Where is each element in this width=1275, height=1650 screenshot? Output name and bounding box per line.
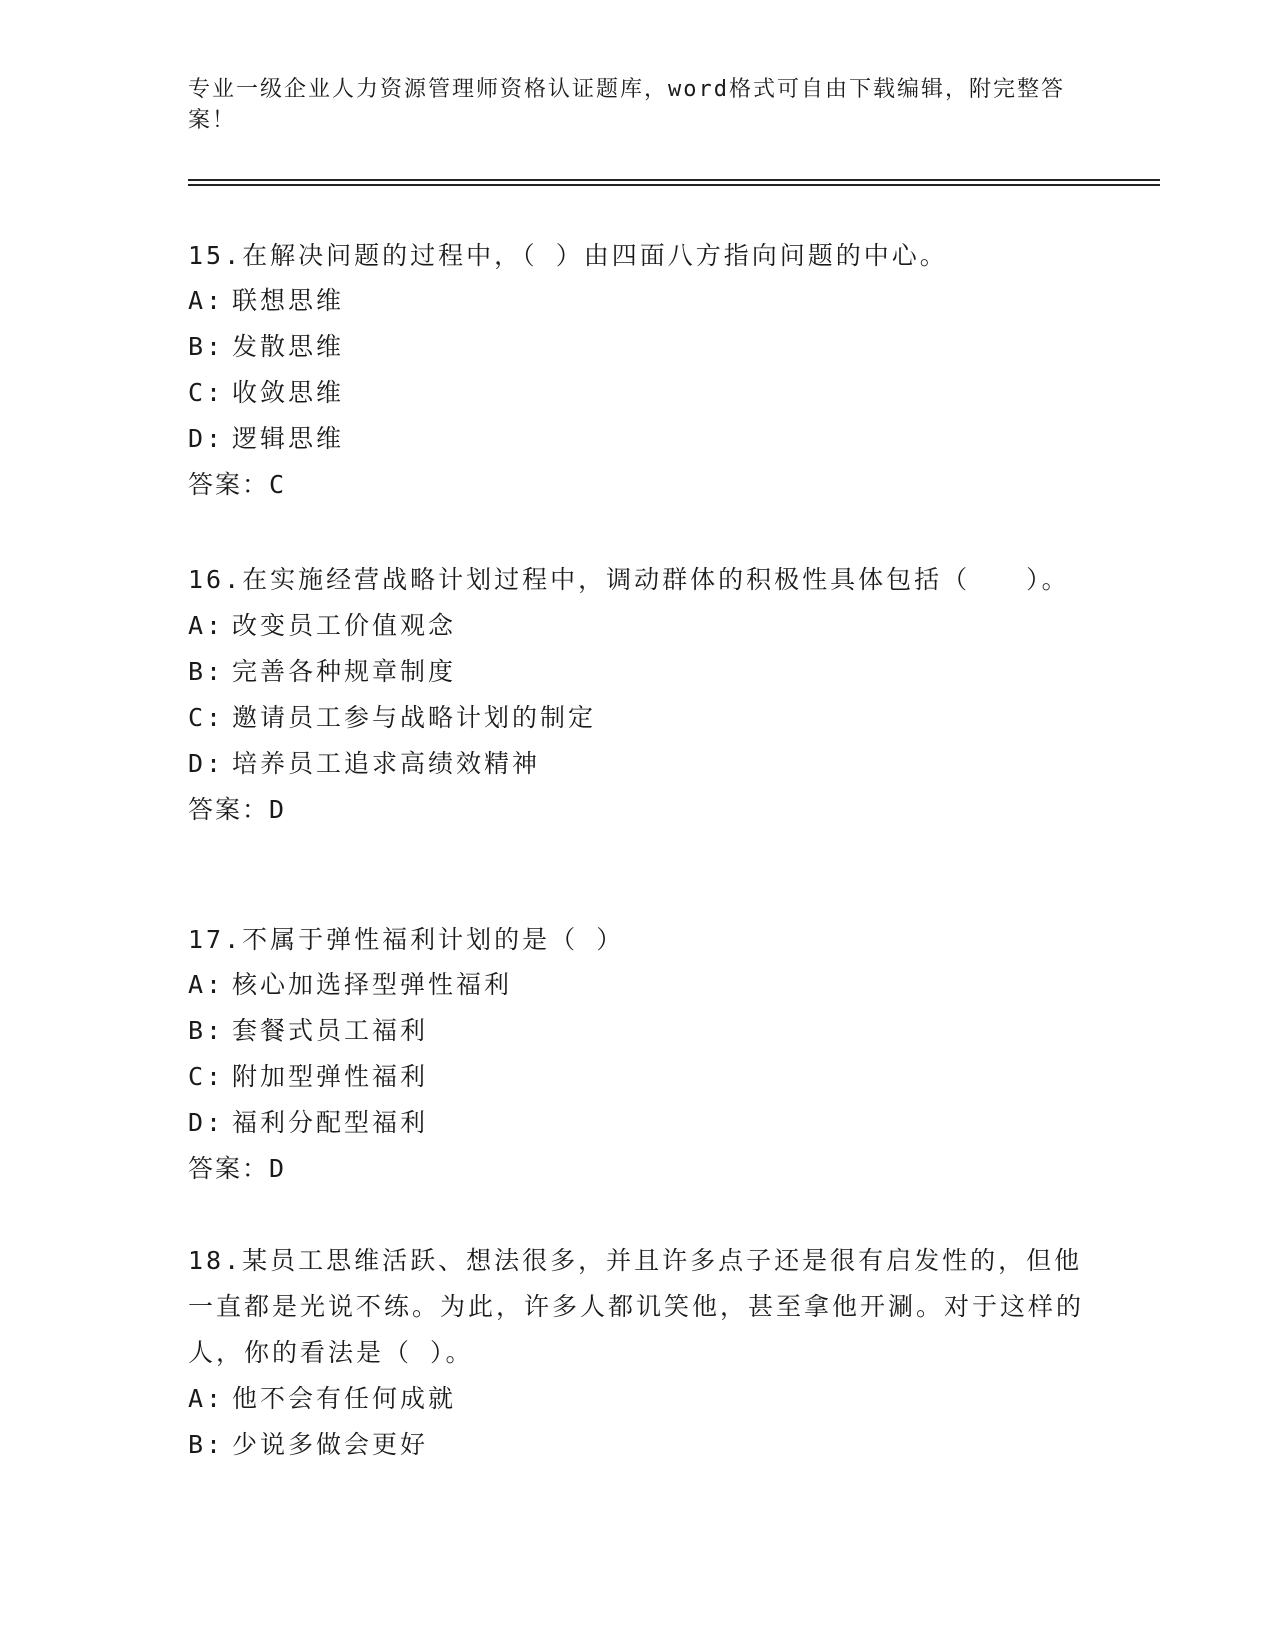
option-key: D:	[188, 424, 225, 453]
answer-label: 答案：	[188, 795, 270, 824]
option-key: B:	[188, 657, 225, 686]
option-text: 培养员工追求高绩效精神	[232, 749, 541, 778]
option-text: 邀请员工参与战略计划的制定	[232, 703, 597, 732]
answer-value: D	[269, 795, 286, 824]
option-c	[188, 695, 1088, 741]
option-a	[188, 278, 1088, 324]
option-b	[188, 1422, 1088, 1468]
option-text: 收敛思维	[232, 378, 345, 407]
option-key: D:	[188, 1108, 225, 1137]
option-a	[188, 962, 1088, 1008]
question-stem: 17.不属于弹性福利计划的是（ ）	[188, 925, 625, 954]
answer-label: 答案：	[188, 470, 270, 499]
option-key: D:	[188, 749, 225, 778]
option-text: 少说多做会更好	[232, 1430, 429, 1459]
option-b	[188, 324, 1088, 370]
answer-value: D	[269, 1154, 286, 1183]
option-a	[188, 1376, 1088, 1422]
option-key: A:	[188, 1384, 225, 1413]
option-key: A:	[188, 611, 225, 640]
question-17	[188, 917, 1088, 1192]
option-d	[188, 416, 1088, 462]
question-16	[188, 557, 1088, 833]
option-b	[188, 649, 1088, 695]
option-key: A:	[188, 970, 225, 999]
question-15	[188, 233, 1088, 508]
answer-line	[188, 787, 1088, 833]
answer-line	[188, 462, 1088, 508]
option-key: B:	[188, 332, 225, 361]
option-text: 联想思维	[232, 286, 345, 315]
option-text: 附加型弹性福利	[232, 1062, 429, 1091]
option-text: 改变员工价值观念	[232, 611, 457, 640]
option-key: C:	[188, 703, 225, 732]
answer-value: C	[269, 470, 286, 499]
option-b	[188, 1008, 1088, 1054]
option-c	[188, 1054, 1088, 1100]
option-key: B:	[188, 1430, 225, 1459]
document-header: 专业一级企业人力资源管理师资格认证题库，word格式可自由下载编辑，附完整答案！	[188, 77, 1065, 133]
option-d	[188, 741, 1088, 787]
option-d	[188, 1100, 1088, 1146]
option-text: 发散思维	[232, 332, 345, 361]
answer-line	[188, 1146, 1088, 1192]
option-key: B:	[188, 1016, 225, 1045]
option-text: 福利分配型福利	[232, 1108, 429, 1137]
option-key: A:	[188, 286, 225, 315]
header-divider-top	[188, 179, 1160, 181]
question-stem: 15.在解决问题的过程中，（ ）由四面八方指向问题的中心。	[188, 241, 948, 270]
option-text: 逻辑思维	[232, 424, 345, 453]
option-a	[188, 603, 1088, 649]
question-18	[188, 1238, 1088, 1468]
question-stem: 18.某员工思维活跃、想法很多，并且许多点子还是很有启发性的，但他一直都是光说不练。为此，许多人都讥笑他，甚至拿他开涮。对于这样的人，你的看法是（ ）。	[188, 1246, 1085, 1367]
header-divider-bottom	[188, 184, 1160, 186]
answer-label: 答案：	[188, 1154, 270, 1183]
option-key: C:	[188, 1062, 225, 1091]
question-stem: 16.在实施经营战略计划过程中，调动群体的积极性具体包括（ ）。	[188, 565, 1070, 594]
option-c	[188, 370, 1088, 416]
option-text: 他不会有任何成就	[232, 1384, 457, 1413]
option-text: 核心加选择型弹性福利	[232, 970, 513, 999]
option-key: C:	[188, 378, 225, 407]
option-text: 套餐式员工福利	[232, 1016, 429, 1045]
option-text: 完善各种规章制度	[232, 657, 457, 686]
